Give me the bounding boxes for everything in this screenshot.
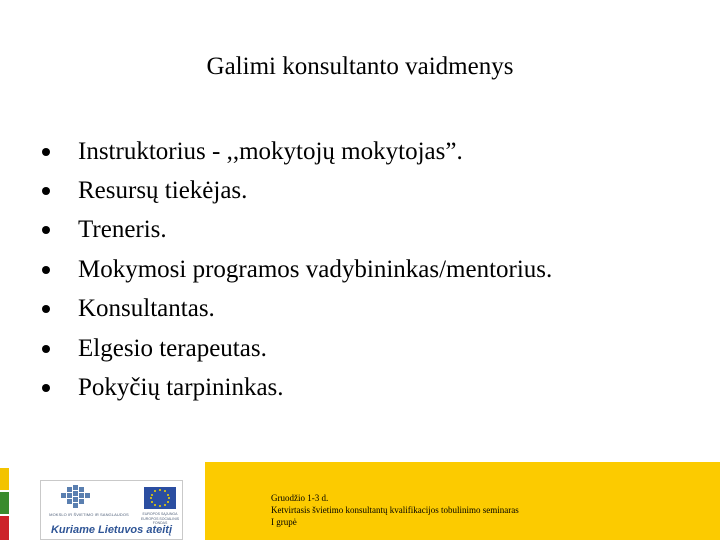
bullet-item <box>40 211 552 250</box>
esf-logo-grid-icon <box>61 485 91 509</box>
footer-text <box>271 492 519 528</box>
bullet-item <box>40 329 552 368</box>
bullet-text: Resursų tiekėjas. <box>78 177 248 205</box>
bullet-item <box>40 171 552 210</box>
bullet-text: Pokyčių tarpininkas. <box>78 374 284 402</box>
bullet-dot-icon <box>42 384 50 392</box>
bullet-text: Treneris. <box>78 216 167 244</box>
bullet-dot-icon <box>42 305 50 313</box>
esf-logo <box>40 480 183 540</box>
slogan: Kuriame Lietuvos ateitį <box>50 524 173 536</box>
stripe-yellow <box>0 468 9 490</box>
bullet-dot-icon <box>42 148 50 156</box>
footer-date: Gruodžio 1-3 d. <box>271 493 329 503</box>
bullet-list <box>40 132 552 408</box>
bullet-dot-icon <box>42 345 50 353</box>
eu-flag-icon <box>144 487 176 509</box>
bullet-item <box>40 132 552 171</box>
bullet-item <box>40 368 552 407</box>
bullet-item <box>40 250 552 289</box>
bullet-dot-icon <box>42 266 50 274</box>
color-stripes <box>0 468 9 540</box>
slide-title: Galimi konsultanto vaidmenys <box>206 53 514 80</box>
stripe-red <box>0 516 9 540</box>
footer-group: I grupė <box>271 517 297 527</box>
eu-caption: EUROPOS SĄJUNGA EUROPOS SOCIALINIS FONDAS <box>140 512 180 525</box>
bullet-dot-icon <box>42 226 50 234</box>
logo-org-text: MOKSLO IR ŠVIETIMO IR SANGLAUDOS <box>49 512 129 517</box>
bullet-text: Instruktorius - ,,mokytojų mokytojas”. <box>78 137 463 165</box>
bullet-dot-icon <box>42 187 50 195</box>
footer <box>0 462 720 540</box>
bullet-text: Elgesio terapeutas. <box>78 334 267 362</box>
footer-seminar: Ketvirtasis švietimo konsultantų kvalifikacijos tobulinimo seminaras <box>271 505 519 515</box>
bullet-text: Konsultantas. <box>78 295 215 323</box>
footer-yellow-panel <box>205 462 720 540</box>
bullet-item <box>40 290 552 329</box>
stripe-green <box>0 492 9 514</box>
bullet-text: Mokymosi programos vadybininkas/mentorius. <box>78 255 553 283</box>
